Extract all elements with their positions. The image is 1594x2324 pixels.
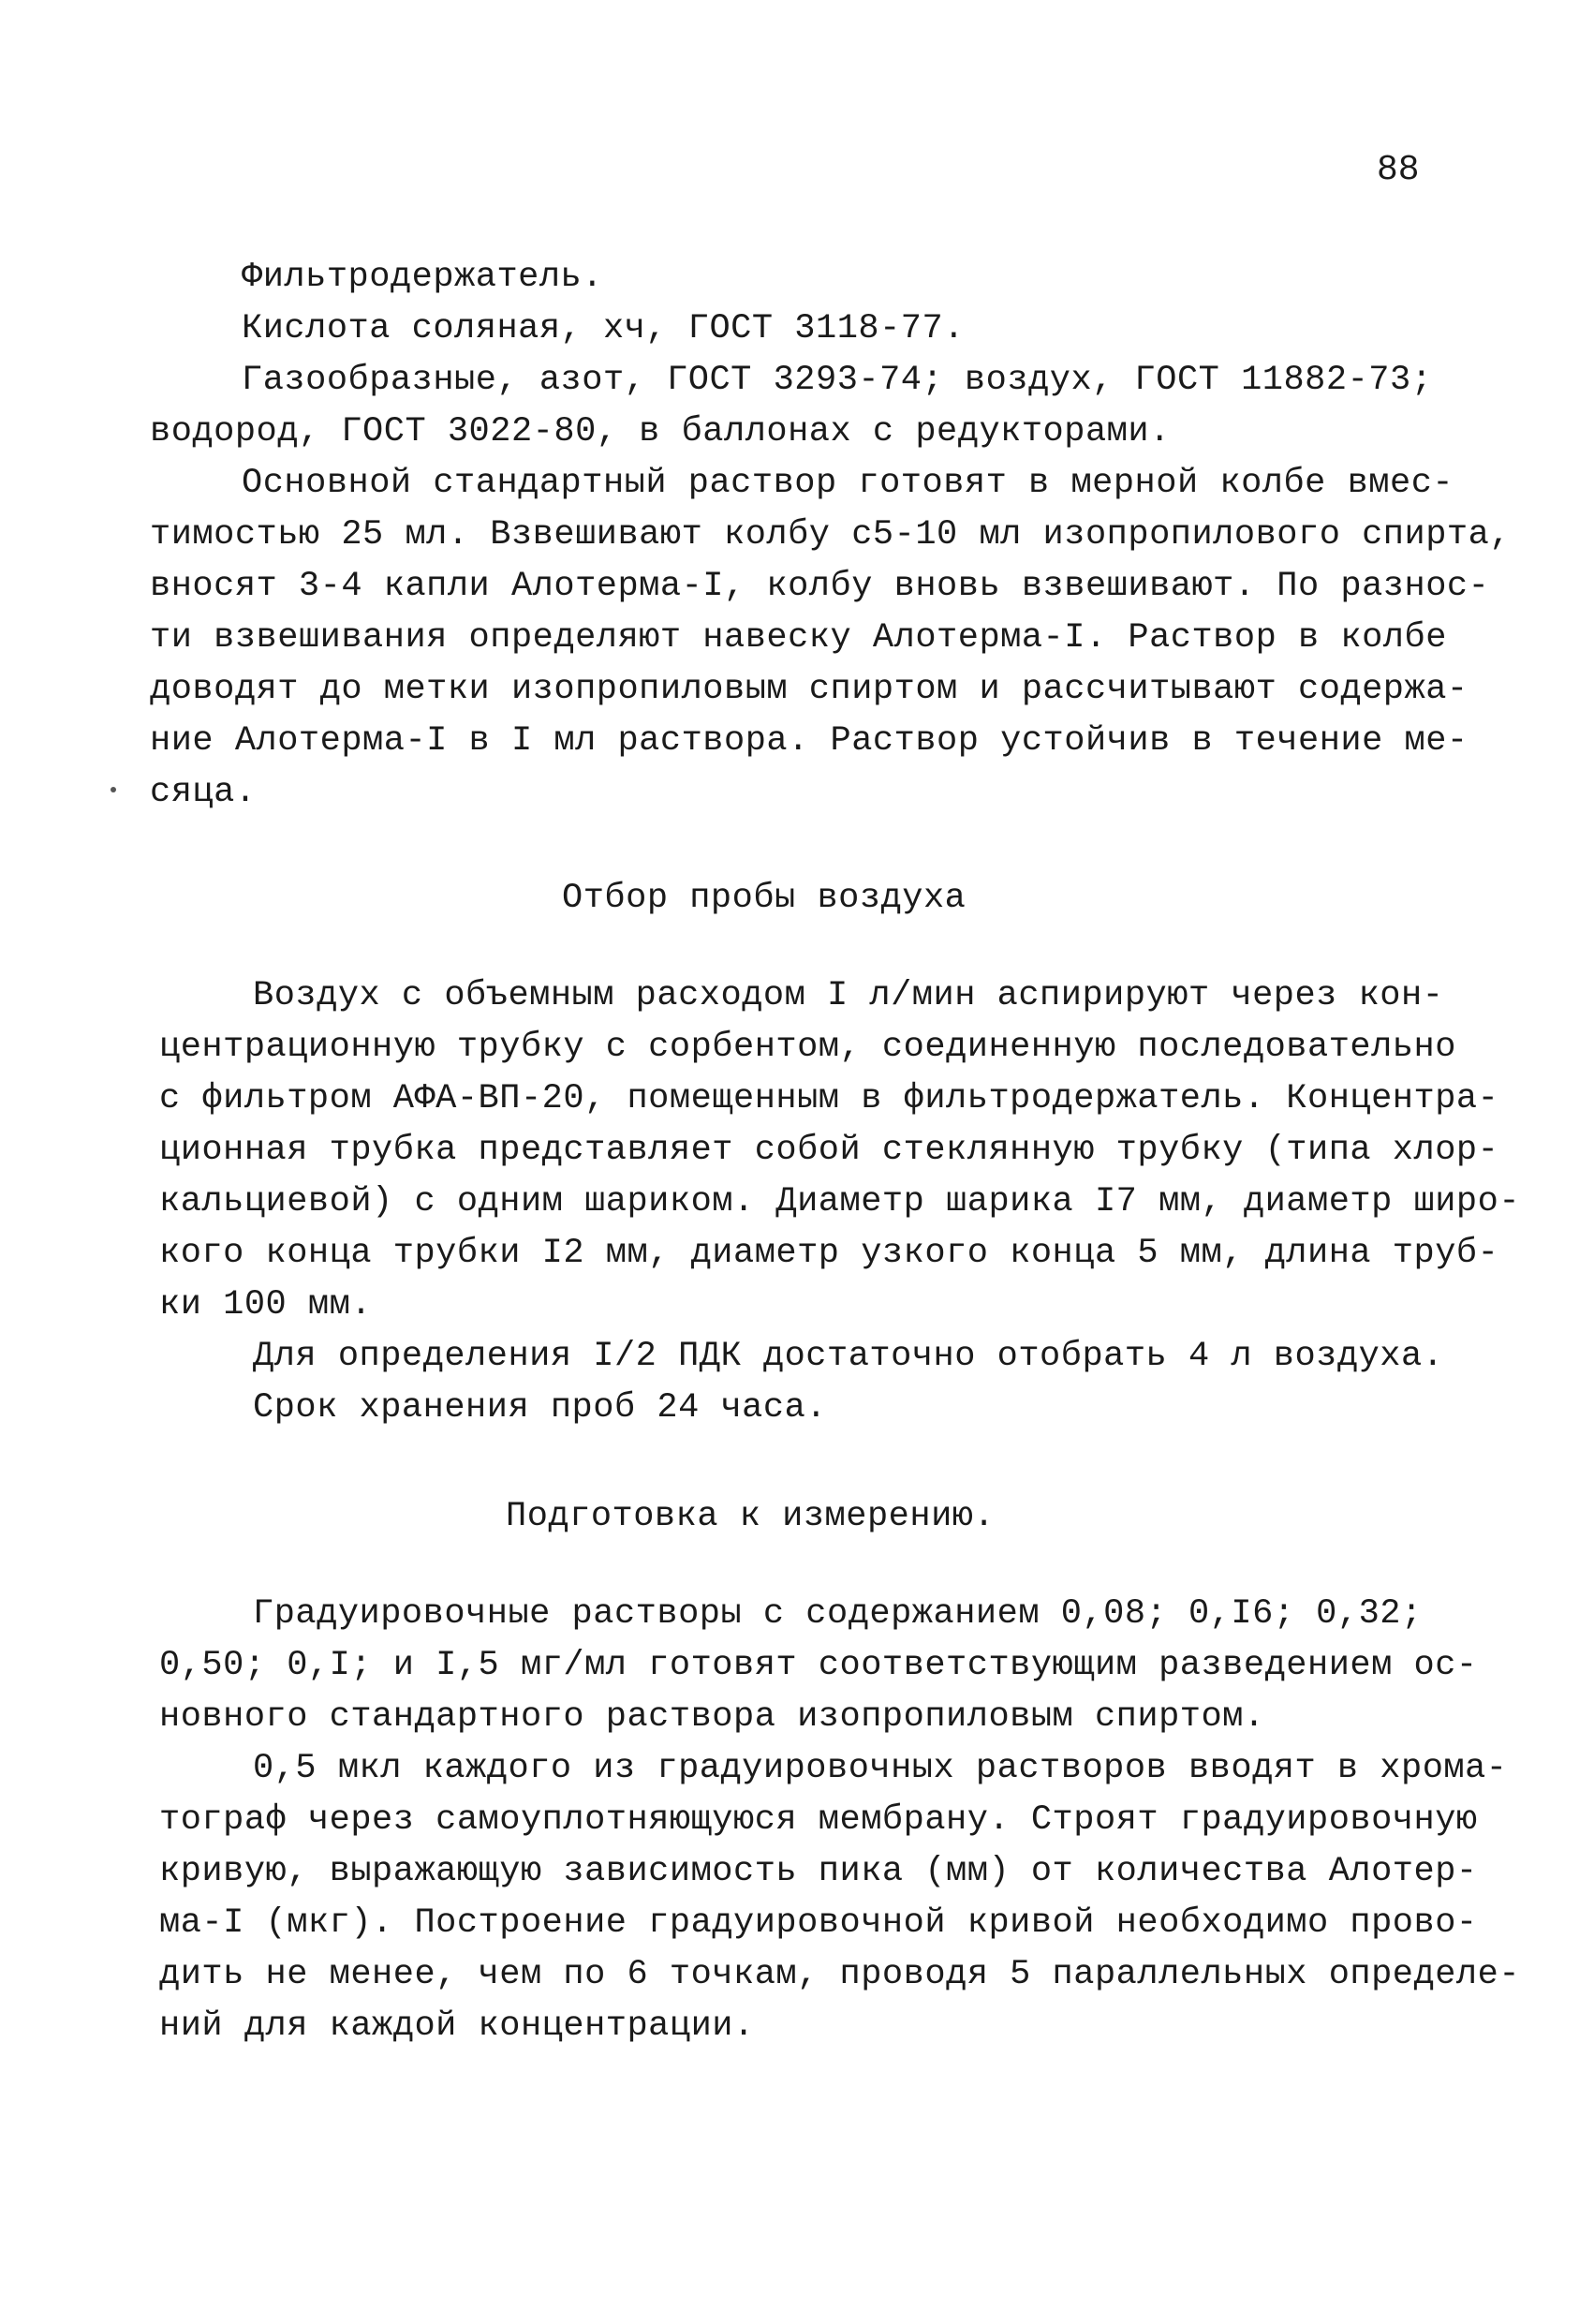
text-line: ний для каждой концентрации. (159, 2006, 755, 2046)
text-line: водород, ГОСТ 3022-80, в баллонах с редукторами. (150, 412, 1171, 451)
text-line: ти взвешивания определяют навеску Алотерма-I. Раствор в колбе (150, 618, 1447, 658)
section-heading: Отбор пробы воздуха (562, 879, 967, 918)
text-line: Срок хранения проб 24 часа. (253, 1388, 827, 1428)
text-line: Градуировочные растворы с содержанием 0,08; 0,I6; 0,32; (253, 1594, 1423, 1634)
text-line: Для определения I/2 ПДК достаточно отобрать 4 л воздуха. (253, 1337, 1444, 1376)
page-number: 88 (1377, 150, 1420, 190)
section-heading: Подготовка к измерению. (506, 1497, 996, 1536)
text-line: ки 100 мм. (159, 1285, 373, 1325)
text-line: кого конца трубки I2 мм, диаметр узкого конца 5 мм, длина труб- (159, 1234, 1499, 1273)
text-line: Основной стандартный раствор готовят в мерной колбе вмес- (242, 464, 1454, 503)
text-line: Кислота соляная, хч, ГОСТ 3118-77. (242, 309, 965, 348)
text-line: доводят до метки изопропиловым спиртом и рассчитывают содержа- (150, 670, 1469, 709)
margin-dot (111, 787, 116, 792)
text-line: центрационную трубку с сорбентом, соединенную последовательно (159, 1028, 1456, 1067)
text-line: 0,50; 0,I; и I,5 мг/мл готовят соответствующим разведением ос- (159, 1646, 1478, 1685)
text-line: с фильтром АФА-ВП-20, помещенным в фильтродержатель. Концентра- (159, 1079, 1499, 1118)
text-line: Воздух с объемным расходом I л/мин аспирируют через кон- (253, 976, 1444, 1015)
text-line: кальциевой) с одним шариком. Диаметр шарика I7 мм, диаметр широ- (159, 1182, 1521, 1221)
text-line: дить не менее, чем по 6 точкам, проводя 5 параллельных определе- (159, 1955, 1521, 1994)
text-line: 0,5 мкл каждого из градуировочных растворов вводят в хрома- (253, 1749, 1508, 1788)
text-line: тограф через самоуплотняющуюся мембрану. Строят градуировочную (159, 1800, 1478, 1840)
text-line: сяца. (150, 773, 257, 812)
text-line: новного стандартного раствора изопропиловым спиртом. (159, 1697, 1265, 1737)
text-line: ние Алотерма-I в I мл раствора. Раствор устойчив в течение ме- (150, 721, 1469, 761)
text-line: Газообразные, азот, ГОСТ 3293-74; воздух, ГОСТ 11882-73; (242, 361, 1433, 400)
text-line: тимостью 25 мл. Взвешивают колбу с5-10 мл изопропилового спирта, (150, 515, 1512, 555)
text-line: кривую, выражающую зависимость пика (мм) от количества Алотер- (159, 1852, 1478, 1891)
text-line: ма-I (мкг). Построение градуировочной кривой необходимо прово- (159, 1903, 1478, 1943)
text-line: Фильтродержатель. (242, 258, 603, 297)
text-line: вносят 3-4 капли Алотерма-I, колбу вновь взвешивают. По разнос- (150, 567, 1490, 606)
text-line: ционная трубка представляет собой стеклянную трубку (типа хлор- (159, 1131, 1499, 1170)
